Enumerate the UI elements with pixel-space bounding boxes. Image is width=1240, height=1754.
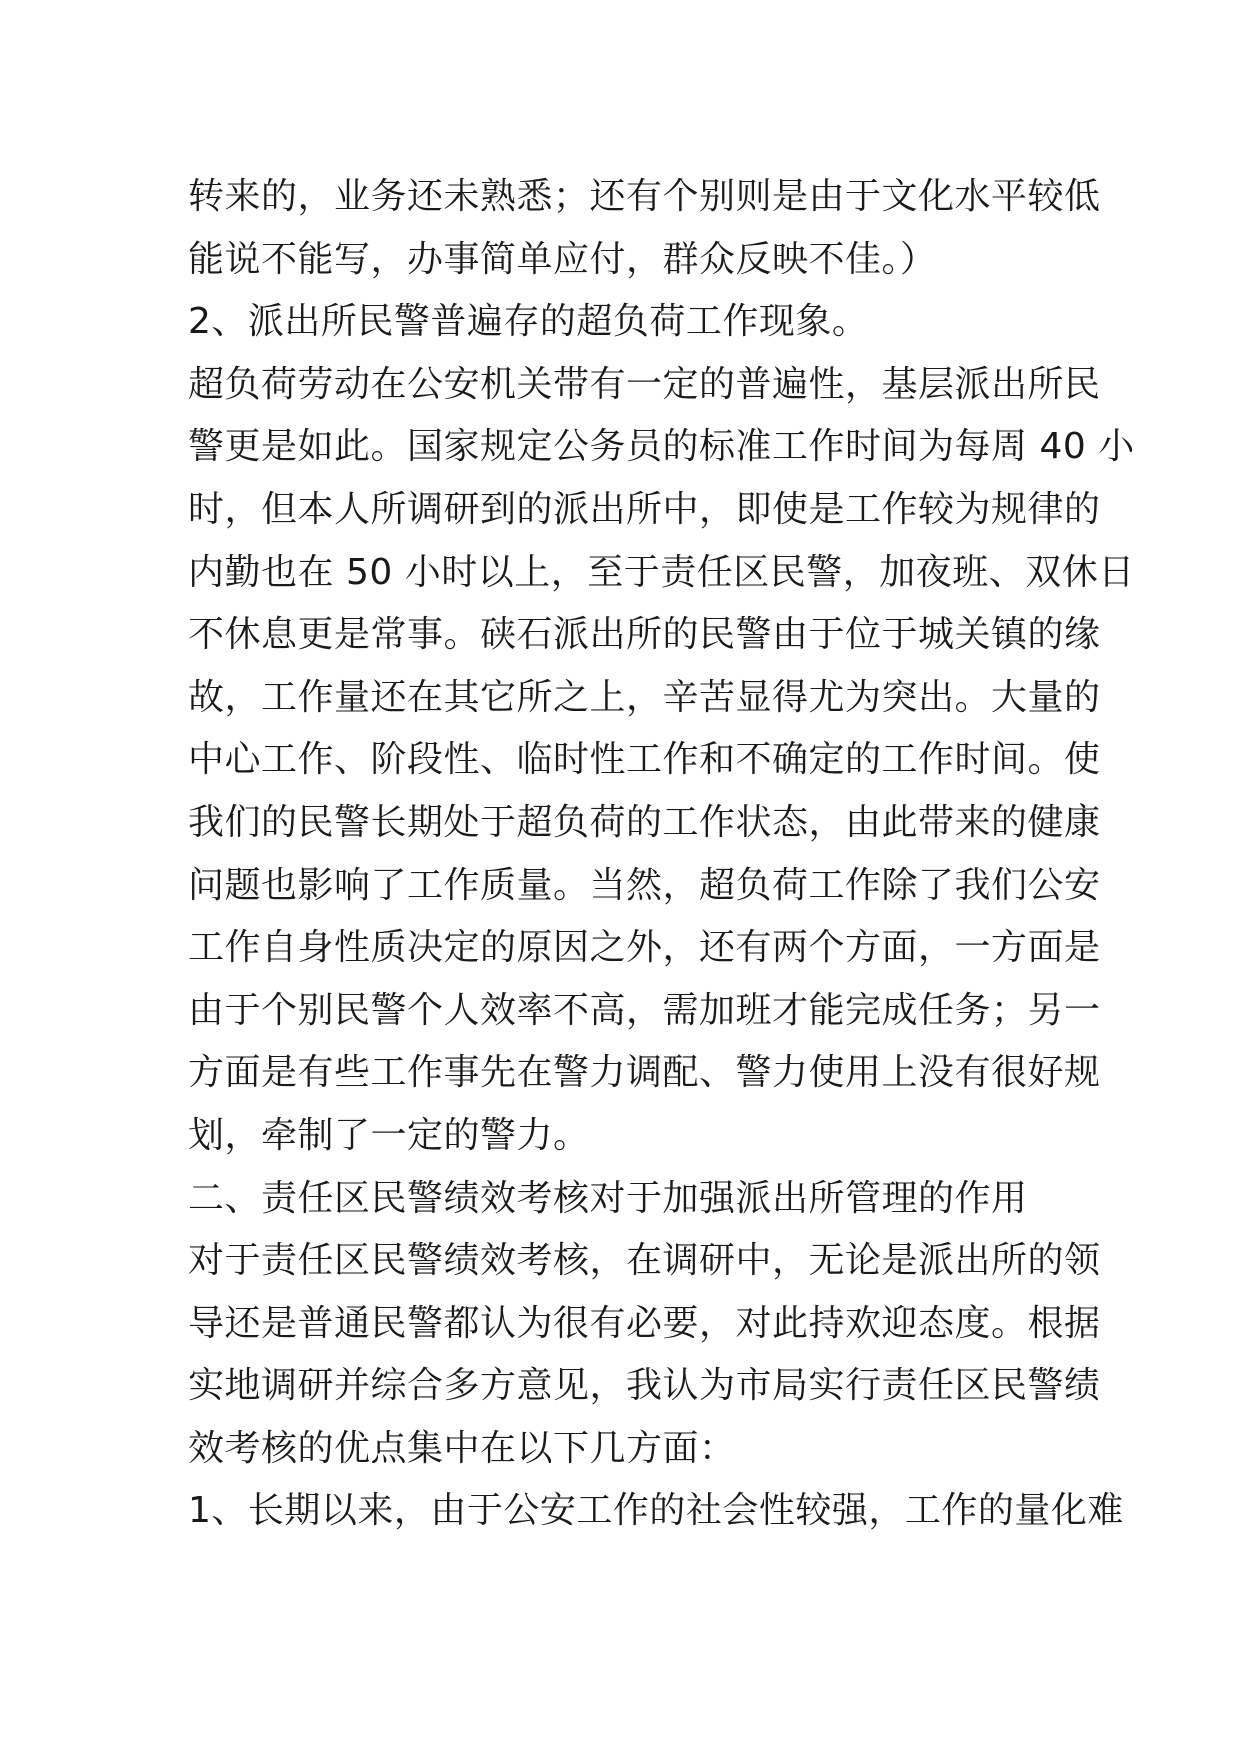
body-text <box>188 166 1135 1543</box>
text-line-19: 导还是普通民警都认为很有必要，对此持欢迎态度。根据 <box>188 1302 1101 1344</box>
text-line-22: 1、长期以来，由于公安工作的社会性较强，工作的量化难 <box>188 1490 1124 1532</box>
text-line-16: 划，牵制了一定的警力。 <box>188 1114 590 1156</box>
text-line-8: 不休息更是常事。硖石派出所的民警由于位于城关镇的缘 <box>188 614 1101 656</box>
text-line-2: 能说不能写，办事简单应付，群众反映不佳。） <box>188 238 937 280</box>
text-line-10: 中心工作、阶段性、临时性工作和不确定的工作时间。使 <box>188 739 1101 781</box>
text-line-1: 转来的，业务还未熟悉；还有个别则是由于文化水平较低 <box>188 176 1101 217</box>
text-line-13: 工作自身性质决定的原因之外，还有两个方面，一方面是 <box>188 927 1101 969</box>
text-line-9: 故，工作量还在其它所之上，辛苦显得尤为突出。大量的 <box>188 676 1101 718</box>
text-line-15: 方面是有些工作事先在警力调配、警力使用上没有很好规 <box>188 1052 1101 1094</box>
text-line-4: 超负荷劳动在公安机关带有一定的普遍性，基层派出所民 <box>188 363 1101 405</box>
text-line-18: 对于责任区民警绩效考核，在调研中，无论是派出所的领 <box>188 1240 1101 1282</box>
text-line-14: 由于个别民警个人效率不高，需加班才能完成任务；另一 <box>188 989 1101 1031</box>
section-heading: 二、责任区民警绩效考核对于加强派出所管理的作用 <box>188 1177 1028 1219</box>
text-line-11: 我们的民警长期处于超负荷的工作状态，由此带来的健康 <box>188 801 1101 843</box>
text-line-20: 实地调研并综合多方意见，我认为市局实行责任区民警绩 <box>188 1365 1101 1407</box>
text-line-7: 内勤也在 50 小时以上，至于责任区民警，加夜班、双休日 <box>188 551 1135 593</box>
text-line-21: 效考核的优点集中在以下几方面： <box>188 1427 736 1469</box>
text-line-6: 时，但本人所调研到的派出所中，即使是工作较为规律的 <box>188 488 1101 530</box>
text-line-12: 问题也影响了工作质量。当然，超负荷工作除了我们公安 <box>188 864 1101 906</box>
text-line-5: 警更是如此。国家规定公务员的标准工作时间为每周 40 小 <box>188 426 1135 468</box>
text-line-3: 2、派出所民警普遍存的超负荷工作现象。 <box>188 301 869 343</box>
